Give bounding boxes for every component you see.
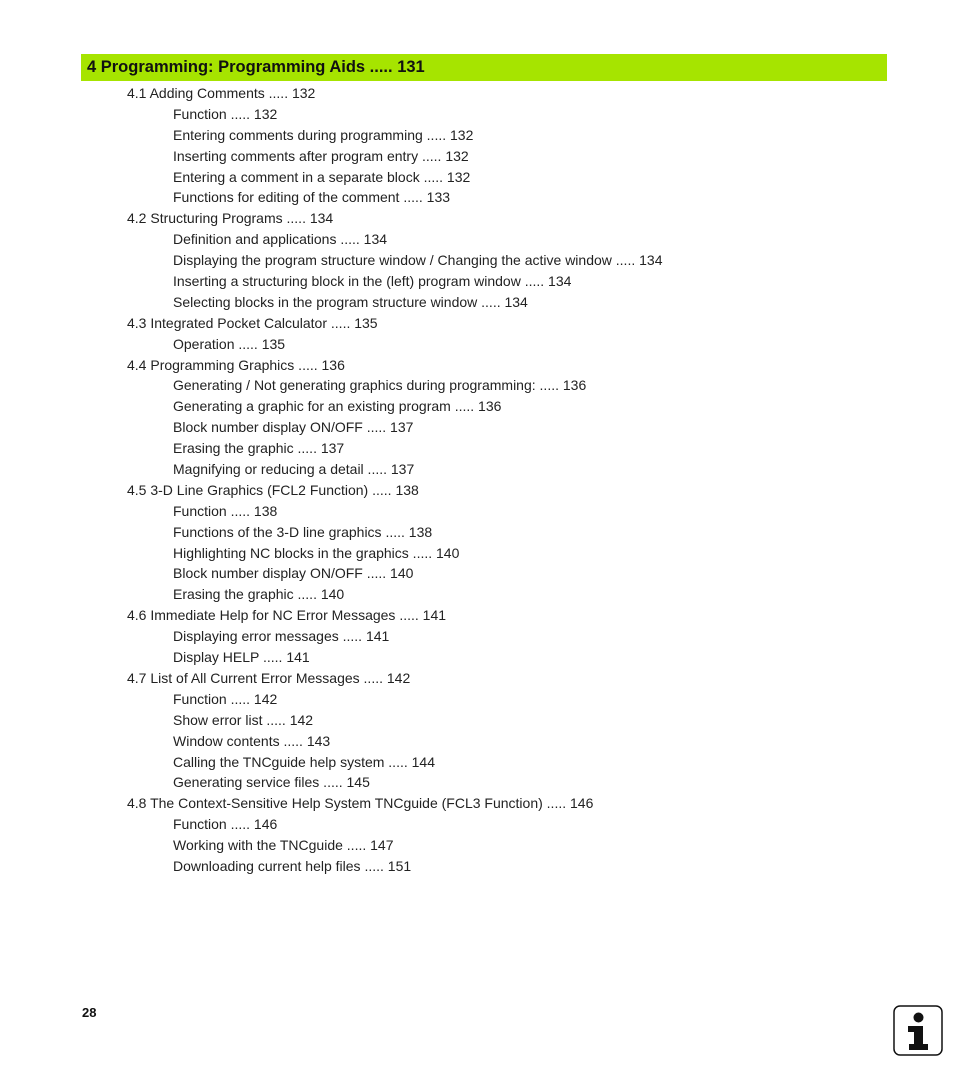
toc-subsection-entry: Inserting a structuring block in the (left) program window ..... 134 [173, 273, 572, 290]
toc-section-entry: 4.4 Programming Graphics ..... 136 [127, 356, 345, 373]
toc-subsection-entry: Functions of the 3-D line graphics ..... 138 [173, 523, 433, 540]
chapter-heading: 4 Programming: Programming Aids ..... 131 [81, 54, 887, 81]
toc-subsection-entry: Function ..... 142 [173, 690, 278, 707]
toc-section-entry: 4.7 List of All Current Error Messages ..... 142 [127, 669, 411, 686]
toc-subsection-entry: Display HELP ..... 141 [173, 649, 310, 666]
toc-subsection-entry: Operation ..... 135 [173, 335, 286, 352]
toc-subsection-entry: Erasing the graphic ..... 137 [173, 440, 345, 457]
toc-subsection-entry: Definition and applications ..... 134 [173, 231, 388, 248]
page-number: 28 [82, 1005, 97, 1020]
toc-subsection-entry: Window contents ..... 143 [173, 732, 331, 749]
toc-subsection-entry: Functions for editing of the comment ..... 133 [173, 189, 451, 206]
toc-subsection-entry: Function ..... 138 [173, 502, 278, 519]
toc-section-entry: 4.2 Structuring Programs ..... 134 [127, 210, 334, 227]
toc-subsection-entry: Entering comments during programming ..... 132 [173, 126, 474, 143]
toc-subsection-entry: Generating service files ..... 145 [173, 774, 370, 791]
toc-subsection-entry: Function ..... 146 [173, 816, 278, 833]
toc-section-entry: 4.8 The Context-Sensitive Help System TNCguide (FCL3 Function) ..... 146 [127, 795, 594, 812]
toc-subsection-entry: Entering a comment in a separate block ..... 132 [173, 168, 471, 185]
toc-subsection-entry: Show error list ..... 142 [173, 711, 314, 728]
toc-subsection-entry: Working with the TNCguide ..... 147 [173, 837, 394, 854]
toc-subsection-entry: Erasing the graphic ..... 140 [173, 586, 345, 603]
toc-subsection-entry: Function ..... 132 [173, 105, 278, 122]
toc-subsection-entry: Inserting comments after program entry ..... 132 [173, 147, 469, 164]
toc-section-entry: 4.6 Immediate Help for NC Error Messages ..... 141 [127, 607, 447, 624]
table-of-contents [0, 83, 954, 877]
toc-subsection-entry: Generating / Not generating graphics during programming: ..... 136 [173, 377, 587, 394]
toc-section-entry: 4.3 Integrated Pocket Calculator ..... 135 [127, 314, 378, 331]
toc-subsection-entry: Selecting blocks in the program structure window ..... 134 [173, 293, 528, 310]
toc-subsection-entry: Displaying the program structure window / Changing the active window ..... 134 [173, 252, 663, 269]
toc-section-entry: 4.1 Adding Comments ..... 132 [127, 85, 316, 101]
toc-subsection-entry: Block number display ON/OFF ..... 140 [173, 565, 414, 582]
toc-subsection-entry: Generating a graphic for an existing program ..... 136 [173, 398, 502, 415]
toc-subsection-entry: Magnifying or reducing a detail ..... 137 [173, 461, 415, 478]
toc-subsection-entry: Displaying error messages ..... 141 [173, 628, 390, 645]
toc-section-entry: 4.5 3-D Line Graphics (FCL2 Function) ..... 138 [127, 481, 419, 498]
toc-subsection-entry: Calling the TNCguide help system ..... 144 [173, 753, 435, 770]
toc-subsection-entry: Downloading current help files ..... 151 [173, 857, 412, 874]
info-icon [893, 1005, 943, 1056]
toc-subsection-entry: Block number display ON/OFF ..... 137 [173, 419, 414, 436]
toc-subsection-entry: Highlighting NC blocks in the graphics ..... 140 [173, 544, 460, 561]
